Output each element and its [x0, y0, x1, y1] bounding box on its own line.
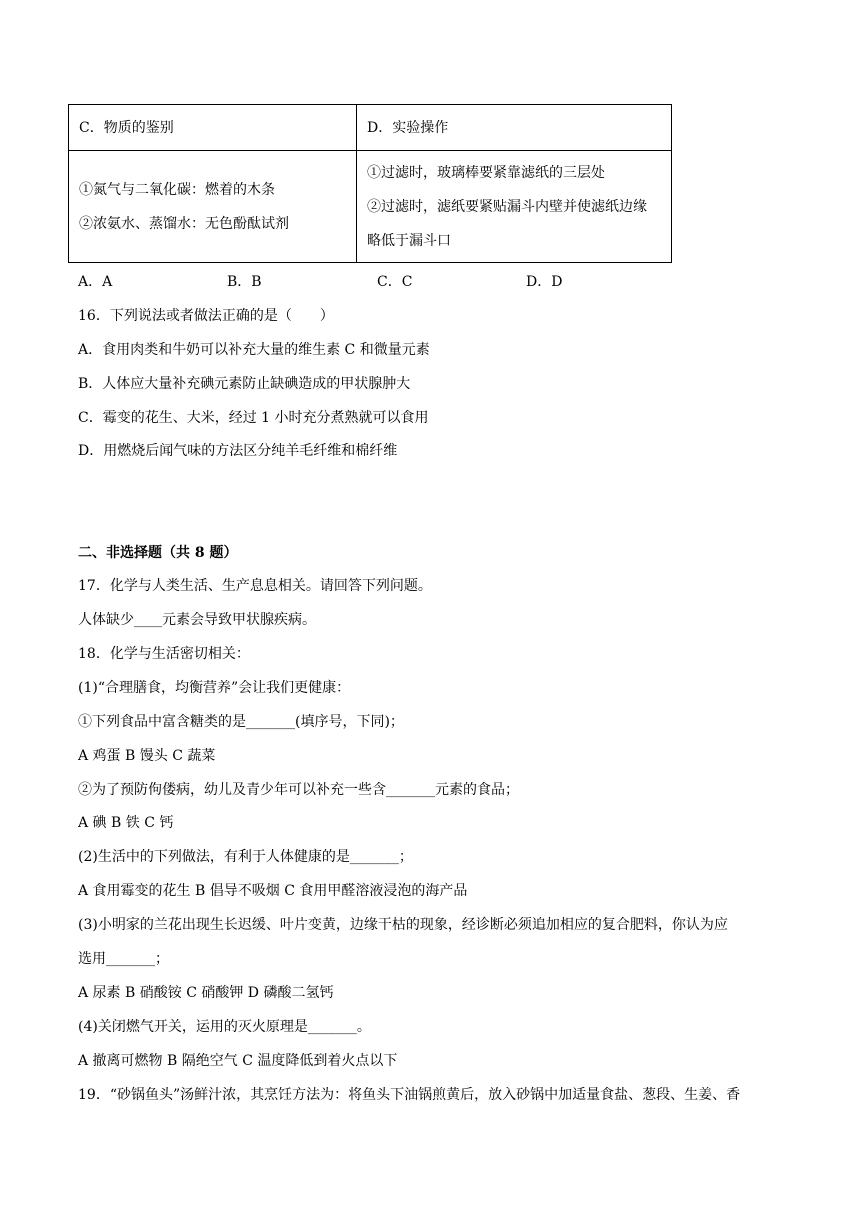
answer-option-c: C．C — [377, 274, 413, 290]
question-18-line: 选用_______； — [78, 951, 169, 967]
question-18-line: (4)关闭燃气开关，运用的灭火原理是_______。 — [78, 1019, 371, 1035]
question-17-line: 人体缺少____元素会导致甲状腺疾病。 — [78, 612, 316, 628]
table-cell-d — [357, 151, 672, 263]
question-18-line: A 碘 B 铁 C 钙 — [78, 815, 174, 831]
question-18-line: A 撤离可燃物 B 隔绝空气 C 温度降低到着火点以下 — [78, 1053, 398, 1069]
question-18-line: ②为了预防佝偻病，幼儿及青少年可以补充一些含_______元素的食品； — [78, 782, 519, 798]
table-cell-c — [69, 151, 357, 263]
cell-d-line: 略低于漏斗口 — [367, 232, 451, 249]
question-18-line: ①下列食品中富含糖类的是_______(填序号，下同)； — [78, 714, 404, 730]
question-18-line: (2)生活中的下列做法，有利于人体健康的是_______； — [78, 849, 413, 865]
question-16-option: A．食用肉类和牛奶可以补充大量的维生素 C 和微量元素 — [78, 342, 430, 358]
table-header-c: C．物质的鉴别 — [69, 105, 357, 151]
question-18-stem: 18．化学与生活密切相关： — [78, 646, 250, 662]
cell-d-line: ②过滤时，滤纸要紧贴漏斗内壁并使滤纸边缘 — [367, 198, 647, 215]
cell-c-line: ①氮气与二氧化碳：燃着的木条 — [79, 181, 275, 198]
question-18-line: (1)“合理膳食，均衡营养”会让我们更健康： — [78, 680, 351, 696]
question-17-stem: 17．化学与人类生活、生产息息相关。请回答下列问题。 — [78, 578, 432, 594]
question-16-stem: 16．下列说法或者做法正确的是（ ） — [78, 308, 334, 324]
answer-option-d: D．D — [526, 274, 563, 290]
question-18-line: A 食用霉变的花生 B 倡导不吸烟 C 食用甲醛溶液浸泡的海产品 — [78, 883, 468, 899]
question-16-option: D．用燃烧后闻气味的方法区分纯羊毛纤维和棉纤维 — [78, 443, 398, 459]
question-18-line: A 尿素 B 硝酸铵 C 硝酸钾 D 磷酸二氢钙 — [78, 985, 334, 1001]
question-18-line: (3)小明家的兰花出现生长迟缓、叶片变黄，边缘干枯的现象，经诊断必须追加相应的复合肥料，你认为应 — [78, 917, 728, 933]
options-table — [68, 104, 672, 263]
table-header-d: D．实验操作 — [357, 105, 672, 151]
section-title: 二、非选择题（共 8 题） — [78, 545, 238, 561]
question-16-option: B．人体应大量补充碘元素防止缺碘造成的甲状腺肿大 — [78, 376, 411, 392]
question-16-option: C．霉变的花生、大米，经过 1 小时充分煮熟就可以食用 — [78, 410, 429, 426]
cell-c-line: ②浓氨水、蒸馏水：无色酚酞试剂 — [79, 215, 289, 232]
question-19-stem: 19．“砂锅鱼头”汤鲜汁浓，其烹饪方法为：将鱼头下油锅煎黄后，放入砂锅中加适量食盐、葱段、生姜、香 — [78, 1087, 741, 1103]
cell-d-line: ①过滤时，玻璃棒要紧靠滤纸的三层处 — [367, 164, 605, 181]
answer-option-b: B．B — [227, 274, 262, 290]
answer-option-a: A．A — [78, 274, 113, 290]
question-18-line: A 鸡蛋 B 馒头 C 蔬菜 — [78, 748, 216, 764]
